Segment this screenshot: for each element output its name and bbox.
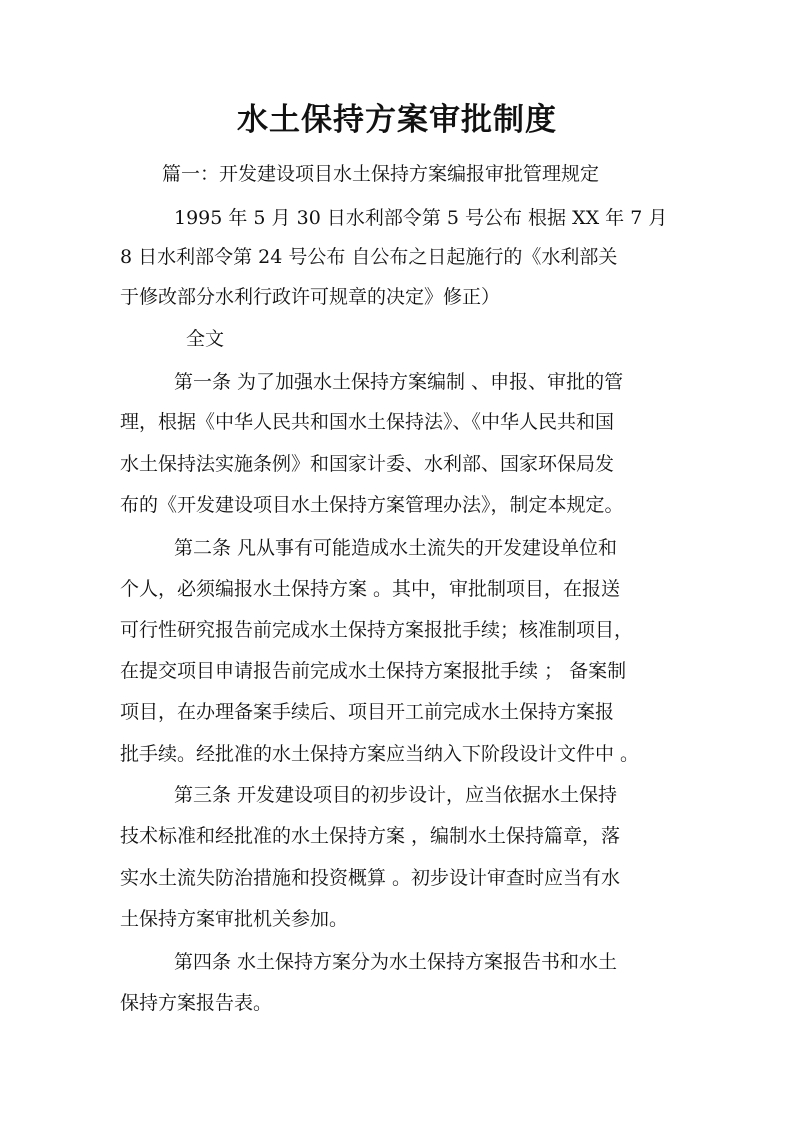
paragraph-line: 批手续。经批准的水土保持方案应当纳入下阶段设计文件中 。 — [120, 743, 640, 765]
paragraph-line: 保持方案报告表。 — [120, 992, 273, 1014]
paragraph-line: 土保持方案审批机关参加。 — [120, 908, 349, 930]
section-heading: 全文 — [186, 328, 225, 350]
paragraph-line: 个人，必须编报水土保持方案 。其中，审批制项目，在报送 — [120, 578, 621, 600]
paragraph-line: 项目，在办理备案手续后、项目开工前完成水土保持方案报 — [120, 701, 615, 723]
document-title: 水土保持方案审批制度 — [237, 102, 557, 138]
paragraph-line: 8 日水利部令第 24 号公布 自公布之日起施行的《水利部关 — [120, 246, 618, 268]
paragraph-line: 在提交项目申请报告前完成水土保持方案报批手续 ； 备案制 — [120, 660, 627, 682]
paragraph-line: 实水土流失防治措施和投资概算 。初步设计审查时应当有水 — [120, 867, 621, 889]
paragraph-line: 可行性研究报告前完成水土保持方案报批手续；核准制项目， — [120, 619, 634, 641]
paragraph-line: 理，根据《中华人民共和国水土保持法》、《中华人民共和国 — [120, 411, 615, 433]
paragraph-line: 第二条 凡从事有可能造成水土流失的开发建设单位和 — [174, 537, 618, 559]
paragraph-line: 布的《开发建设项目水土保持方案管理办法》，制定本规定。 — [120, 494, 624, 516]
paragraph-line: 第一条 为了加强水土保持方案编制 、申报、审批的管 — [174, 371, 624, 393]
paragraph-line: 1995 年 5 月 30 日水利部令第 5 号公布 根据 XX 年 7 月 — [174, 207, 668, 229]
paragraph-line: 水土保持法实施条例》和国家计委、水利部、国家环保局发 — [120, 453, 615, 475]
subtitle-line: 篇一：开发建设项目水土保持方案编报审批管理规定 — [162, 163, 600, 185]
paragraph-line: 于修改部分水利行政许可规章的决定》修正） — [120, 286, 501, 308]
paragraph-line: 第三条 开发建设项目的初步设计，应当依据水土保持 — [174, 784, 618, 806]
paragraph-line: 第四条 水土保持方案分为水土保持方案报告书和水土 — [174, 951, 618, 973]
paragraph-line: 技术标准和经批准的水土保持方案 ，编制水土保持篇章，落 — [120, 825, 621, 847]
